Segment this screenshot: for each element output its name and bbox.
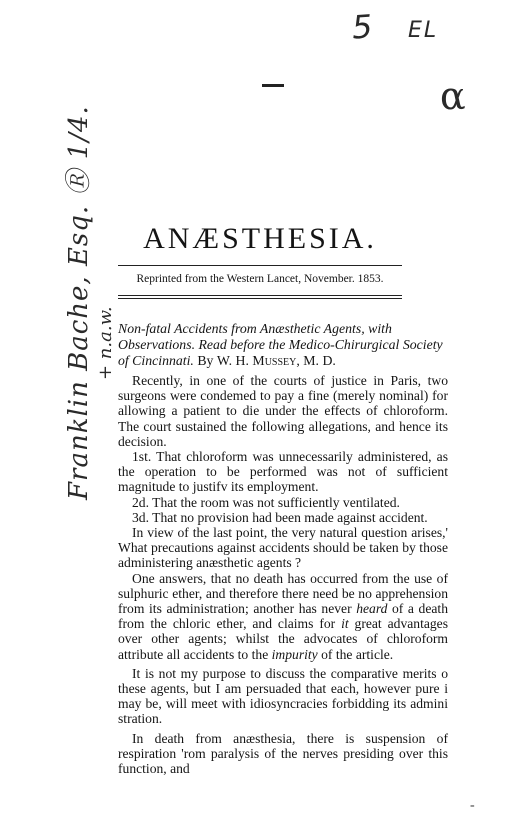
handwritten-letters: EL <box>408 18 439 43</box>
handwritten-margin-note-left: + n.a.w. <box>95 306 116 380</box>
emphasis: impurity <box>271 646 318 662</box>
handwritten-number: 5 <box>350 7 374 47</box>
paragraph: In death from anæsthesia, there is suspension of respiration 'rom paralysis of the nerves presiding over this function, and <box>118 730 448 777</box>
double-rule <box>118 295 402 296</box>
article-degree: M. D. <box>303 353 336 368</box>
article-author: W. H. Mussey <box>216 353 297 368</box>
paragraph: In view of the last point, the very natural question arises,' What precautions against accidents should be taken by those administering anæsthetic agents ? <box>118 525 448 571</box>
text-run: great advantages over other agents; whilst the advocates of chloroform attribute all accidents to the <box>118 616 449 662</box>
paragraph: 1st. That chloroform was unnecessarily administered, as the operation to be performed was not of sufficient magnitude to justifv its employment. <box>118 449 448 495</box>
article-body <box>118 373 448 776</box>
emphasis: it <box>341 616 349 632</box>
handwritten-symbol: α <box>440 74 466 118</box>
article-heading: Non-fatal Accidents from Anæsthetic Agents, with Observations. Read before the Medico-Chirurgical Society of Cincinnati. By W. H. Mussey, M. D. <box>118 321 443 368</box>
reprint-line: Reprinted from the Western Lancet, November. 1853. <box>136 273 384 285</box>
paragraph <box>118 571 448 662</box>
article-heading-by: By <box>197 353 214 368</box>
paragraph: Recently, in one of the courts of justice in Paris, two surgeons were condemed to pay a fine (merely nominal) for allowing a patient to die under the effects of chloroform. The court sustained the following allegations, and hence its decision. <box>118 373 448 449</box>
text-run: of the article. <box>317 646 394 662</box>
handwritten-margin-note: Franklin Bache, Esq. Ⓡ 1/4. <box>64 105 94 500</box>
emphasis: heard <box>356 601 388 617</box>
paragraph: 2d. That the room was not sufficiently ventilated. <box>132 494 400 510</box>
article-heading-main: Non-fatal Accidents from Anæsthetic Agents, with Observations. Read before the Medico-Chirurgical Society of Cincinnati. <box>118 321 443 368</box>
handwritten-dash <box>262 84 284 87</box>
text-run: One answers, that no death has occurred from the use of sulphuric ether, and therefore there need be no apprehension from its administration; another has never <box>118 570 448 617</box>
text-run: of a death from the chloric ether, and claims for <box>118 601 448 632</box>
paragraph: It is not my purpose to discuss the comparative merits o these agents, but I am persuaded that each, however pure i may be, will meet with idiosyncracies forbidding its admini stration. <box>118 665 448 727</box>
page-title: ANÆSTHESIA. <box>143 222 377 255</box>
title-rule <box>118 265 402 266</box>
paragraph: 3d. That no provision had been made against accident. <box>132 509 428 525</box>
footer-mark: - <box>470 798 475 813</box>
